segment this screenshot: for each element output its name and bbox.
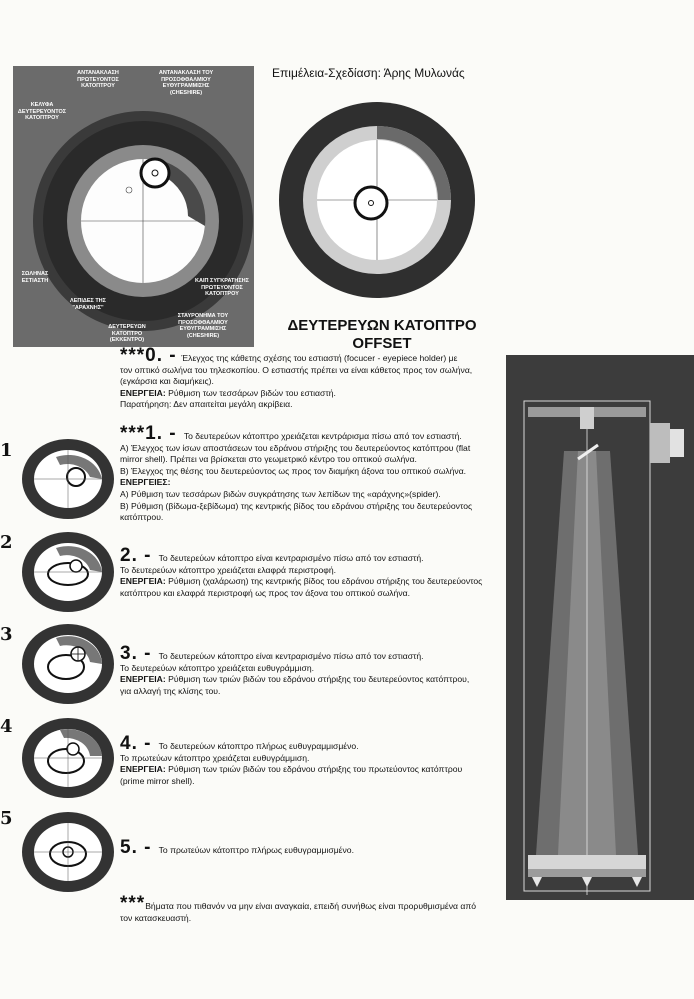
annotated-diagram: [13, 66, 254, 347]
step-2-line4: κατόπτρου και ελαφρά περιστροφή ως προς τον άξονα του οπτικού σωλήνα.: [120, 587, 410, 598]
label-primary-clip: ΚΑΙΠ ΣΥΓΚΡΑΤΗΣΗΣ ΠΡΩΤΕΥΟΝΤΟΣ ΚΑΤΟΠΤΡΟΥ: [195, 278, 249, 297]
step-2-energy: Ρύθμιση (χαλάρωση) της κεντρικής βίδος του εδράνου στήριξης του δευτερεύοντος: [165, 576, 483, 587]
step-3-energy: Ρύθμιση των τριών βιδών του εδράνου στήριξης του δευτερεύοντος κατόπτρου,: [165, 674, 470, 685]
step-4-mark: 4. -: [120, 733, 152, 754]
step-3-mark: 3. -: [120, 643, 152, 664]
footnote-line1: Βήματα που πιθανόν να μην είναι αναγκαία, επειδή συνήθως είναι προρυθμισμένα από: [145, 901, 477, 911]
step-4-energy-label: ΕΝΕΡΓΕΙΑ:: [120, 764, 166, 775]
step-2-number: 2: [0, 532, 13, 553]
step-2-line2: Το δευτερεύων κάτοπτρο χρειάζεται ελαφρά περιστροφή.: [120, 564, 337, 575]
step-4-line4: (prime mirror shell).: [120, 775, 195, 786]
step-2-figure: [16, 530, 114, 614]
title-line-1: ΔΕΥΤΕΡΕΥΩΝ ΚΑΤΟΠΤΡΟ: [287, 317, 477, 334]
label-spider-vanes: ΛΕΠΙΔΕΣ ΤΗΣ "ΑΡΑΧΝΗΣ": [70, 298, 106, 311]
label-secondary-shell: ΚΕΛΥΦΑ ΔΕΥΤΕΡΕΥΟΝΤΟΣ ΚΑΤΟΠΤΡΟΥ: [17, 102, 67, 121]
label-cheshire-reflection: ΑΝΤΑΝΑΚΛΑΣΗ ΤΟΥ ΠΡΟΣΟΦΘΑΛΜΙΟΥ ΕΥΘΥΓΡΑΜΜΙΣΗΣ (CHESHIRE): [158, 70, 214, 96]
step-0-energy: Ρύθμιση των τεσσάρων βιδών του εστιαστή.: [165, 387, 336, 398]
step-5-number: 5: [0, 808, 13, 829]
step-4-figure: [16, 716, 114, 800]
author-credit: Επιμέλεια-Σχεδίαση: Άρης Μυλωνάς: [272, 66, 465, 80]
step-2-mark: 2. -: [120, 545, 152, 566]
step-2-energy-label: ΕΝΕΡΓΕΙΑ:: [120, 576, 166, 587]
step-1: [120, 423, 508, 524]
step-5: [120, 837, 506, 858]
step-0-line3: (εγκάρσια και διαμήκεις).: [120, 376, 214, 387]
step-1-figure: [16, 437, 114, 521]
step-0-line1: Έλεγχος της κάθετης σχέσης του εστιαστή (focucer - eyepiece holder) με: [181, 353, 458, 363]
label-primary-reflection: ΑΝΤΑΝΑΚΛΑΣΗ ΠΡΩΤΕΥΟΝΤΟΣ ΚΑΤΟΠΤΡΟΥ: [77, 70, 119, 89]
step-3-figure: [16, 622, 114, 706]
step-4-head: Το δευτερεύων κάτοπτρο πλήρως ευθυγραμμισμένο.: [158, 741, 359, 751]
telescope-tube-diagram: [506, 355, 694, 900]
step-4: [120, 733, 506, 787]
offset-secondary-diagram: [268, 102, 490, 302]
step-3: [120, 643, 506, 697]
step-1-head: Το δευτερεύων κάτοπτρο χρειάζεται κεντράρισμα πίσω από τον εστιαστή.: [183, 431, 462, 441]
step-1-eb1: Β) Ρύθμιση (βίδωμα-ξεβίδωμα) της κεντρικής βίδος του εδράνου στήριξης του δευτερεύοντος: [120, 500, 473, 511]
step-1-mark: ***1. -: [120, 423, 177, 444]
footnote-mark: ***: [120, 893, 146, 914]
step-2: [120, 545, 506, 599]
label-secondary-offset: ΔΕΥΤΕΡΕΥΩΝ ΚΑΤΟΠΤΡΟ (ΕΚΚΕΝΤΡΟ): [108, 324, 146, 343]
step-3-line2: Το δευτερεύων κάτοπτρο χρειάζεται ευθυγράμμιση.: [120, 662, 315, 673]
step-4-line2: Το πρωτεύων κάτοπτρο χρειάζεται ευθυγράμμιση.: [120, 752, 310, 763]
step-0-mark: ***0. -: [120, 345, 177, 366]
step-1-energies-label: ΕΝΕΡΓΕΙΕΣ:: [120, 477, 171, 488]
label-focuser-tube: ΣΩΛΗΝΑΣ ΕΣΤΙΑΣΤΗ: [21, 271, 49, 284]
step-3-energy-label: ΕΝΕΡΓΕΙΑ:: [120, 674, 166, 685]
title-line-2: OFFSET: [352, 335, 412, 352]
step-0-note: Παρατήρηση: Δεν απαιτείται μεγάλη ακρίβεια.: [120, 399, 293, 410]
step-5-head: Το πρωτεύων κάτοπτρο πλήρως ευθυγραμμισμένο.: [158, 845, 354, 855]
step-3-line4: για αλλαγή της κλίσης του.: [120, 685, 221, 696]
step-3-number: 3: [0, 624, 13, 645]
step-4-number: 4: [0, 716, 13, 737]
label-cheshire-crosshair: ΣΤΑΥΡΟΝΗΜΑ ΤΟΥ ΠΡΟΣΟΦΘΑΛΜΙΟΥ ΕΥΘΥΓΡΑΜΜΙΣΗΣ (CHESHIRE): [177, 313, 229, 339]
step-5-figure: [16, 810, 114, 894]
step-4-energy: Ρύθμιση των τριών βιδών του εδράνου στήριξης του πρωτεύοντος κατόπτρου: [165, 764, 463, 775]
step-1-a2: mirror shell). Πρέπει να βρίσκεται στο γεωμετρικό κέντρο του οπτικού σωλήνα.: [120, 454, 417, 465]
step-0: [120, 345, 500, 411]
step-1-a1: Α) Έλεγχος των ίσων αποστάσεων του εδράνου στήριξης του δευτερεύοντος κατόπτρου (flat: [120, 442, 471, 453]
step-0-energy-label: ΕΝΕΡΓΕΙΑ:: [120, 387, 166, 398]
step-1-b1: Β) Έλεγχος της θέσης του δευτερεύοντος ως προς τον διαμήκη άξονα του οπτικού σωλήνα.: [120, 465, 467, 476]
step-1-eb2: κατόπτρου.: [120, 512, 164, 523]
step-2-head: Το δευτερεύων κάτοπτρο είναι κεντραρισμένο πίσω από τον εστιαστή.: [158, 553, 424, 563]
telescope-tube-drawing: [506, 355, 694, 900]
footnote: [120, 893, 506, 924]
page-title: [262, 317, 502, 353]
footnote-line2: τον κατασκευαστή.: [120, 912, 192, 923]
step-1-ea: Α) Ρύθμιση των τεσσάρων βιδών συγκράτησης των λεπίδων της «αράχνης»(spider).: [120, 488, 441, 499]
step-5-mark: 5. -: [120, 837, 152, 858]
step-0-line2: τον οπτικό σωλήνα του τηλεσκοπίου. Ο εστιαστής πρέπει να είναι κάθετος προς τον σωλήνα,: [120, 364, 473, 375]
step-1-number: 1: [0, 440, 13, 461]
step-3-head: Το δευτερεύων κάτοπτρο είναι κεντραρισμένο πίσω από τον εστιαστή.: [158, 651, 424, 661]
